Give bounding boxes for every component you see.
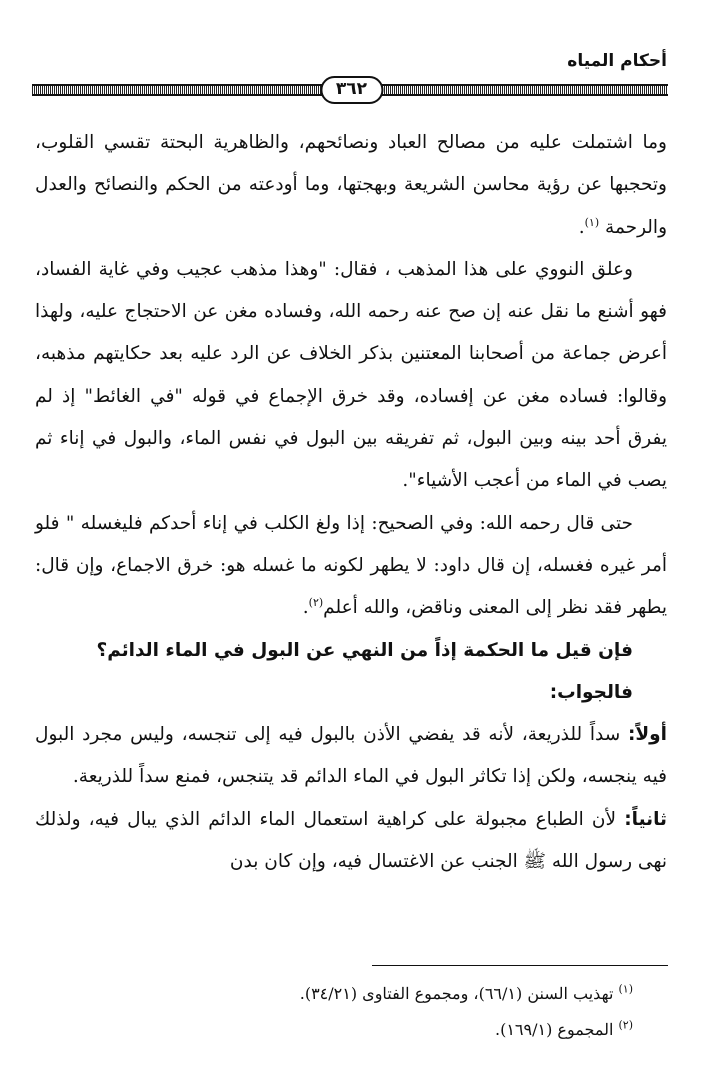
first-text: سداً للذريعة، لأنه قد يفضي الأذن بالبول فيه إلى تنجسه، وليس مجرد البول فيه ينجسه، ولكن إذا تكاثر البول في الماء الدائم قد يتنجس، فمنع سداً للذريعة. <box>35 724 667 788</box>
main-text <box>35 122 667 883</box>
footnote-1 <box>35 976 667 1012</box>
question-heading: فإن قيل ما الحكمة إذاً من النهي عن البول في الماء الدائم؟ <box>96 639 633 661</box>
footnote-1-text: تهذيب السنن (٦٦/١)، ومجموع الفتاوى (٣٤/٢١). <box>299 984 614 1003</box>
second-point <box>35 799 667 884</box>
paragraph-1 <box>35 122 667 249</box>
footnote-2 <box>35 1012 667 1048</box>
paragraph-1-text: وما اشتملت عليه من مصالح العباد ونصائحهم، والظاهرية البحتة تقسي القلوب، وتحجبها عن رؤية محاسن الشريعة وبهجتها، وما أودعته من الحكم والنصائح والعدل والرحمة <box>35 132 667 238</box>
paragraph-3 <box>35 503 667 630</box>
paragraph-2: وعلق النووي على هذا المذهب ، فقال: "وهذا مذهب عجيب وفي غاية الفساد، فهو أشنع ما نقل عنه إن صح عنه رحمه الله، وفساده مغن عن الاحتجاج عليه، ولهذا أعرض جماعة من أصحابنا المعتنين بذكر الخلاف عن الرد عليه بعد حكايتهم مذهبه، وقالوا: فساده مغن عن إفساده، وقد خرق الإجماع في قوله "في الغائط" إذ لم يفرق أحد بينه وبين البول، ثم تفريقه بين البول في نفس الماء، والبول في إناء ثم يصب في الماء من أعجب الأشياء". <box>35 258 667 492</box>
footnote-ref-1: (١) <box>584 215 600 229</box>
first-label: أولاً: <box>627 724 667 746</box>
answer-heading: فالجواب: <box>549 681 633 703</box>
footnote-ref-2: (٢) <box>308 596 324 610</box>
footnote-1-mark: (١) <box>618 982 633 996</box>
paragraph-3-text: حتى قال رحمه الله: وفي الصحيح: إذا ولغ الكلب في إناء أحدكم فليغسله " فلو أمر غيره فغسله، إن قال داود: لا يطهر لكونه ما غسله هو: خرق الاجماع، وإن قال: يطهر فقد نظر إلى المعنى وناقض، والله أعلم <box>35 512 667 619</box>
footnote-2-mark: (٢) <box>618 1018 633 1032</box>
footnote-separator <box>372 965 668 966</box>
paragraph-3-end: . <box>302 597 309 619</box>
paragraph-1-end: . <box>578 216 585 238</box>
first-point <box>35 714 667 799</box>
footnote-2-text: المجموع (١٦٩/١). <box>495 1020 614 1039</box>
second-label: ثانياً: <box>624 808 667 830</box>
book-title: أحكام المياه <box>567 51 667 71</box>
page-number: ٣٦٢ <box>320 76 383 104</box>
second-text: لأن الطباع مجبولة على كراهية استعمال الماء الدائم الذي يبال فيه، ولذلك نهى رسول الله ﷺ الجنب عن الاغتسال فيه، وإن كان بدن <box>35 808 667 873</box>
footnotes <box>35 976 667 1048</box>
